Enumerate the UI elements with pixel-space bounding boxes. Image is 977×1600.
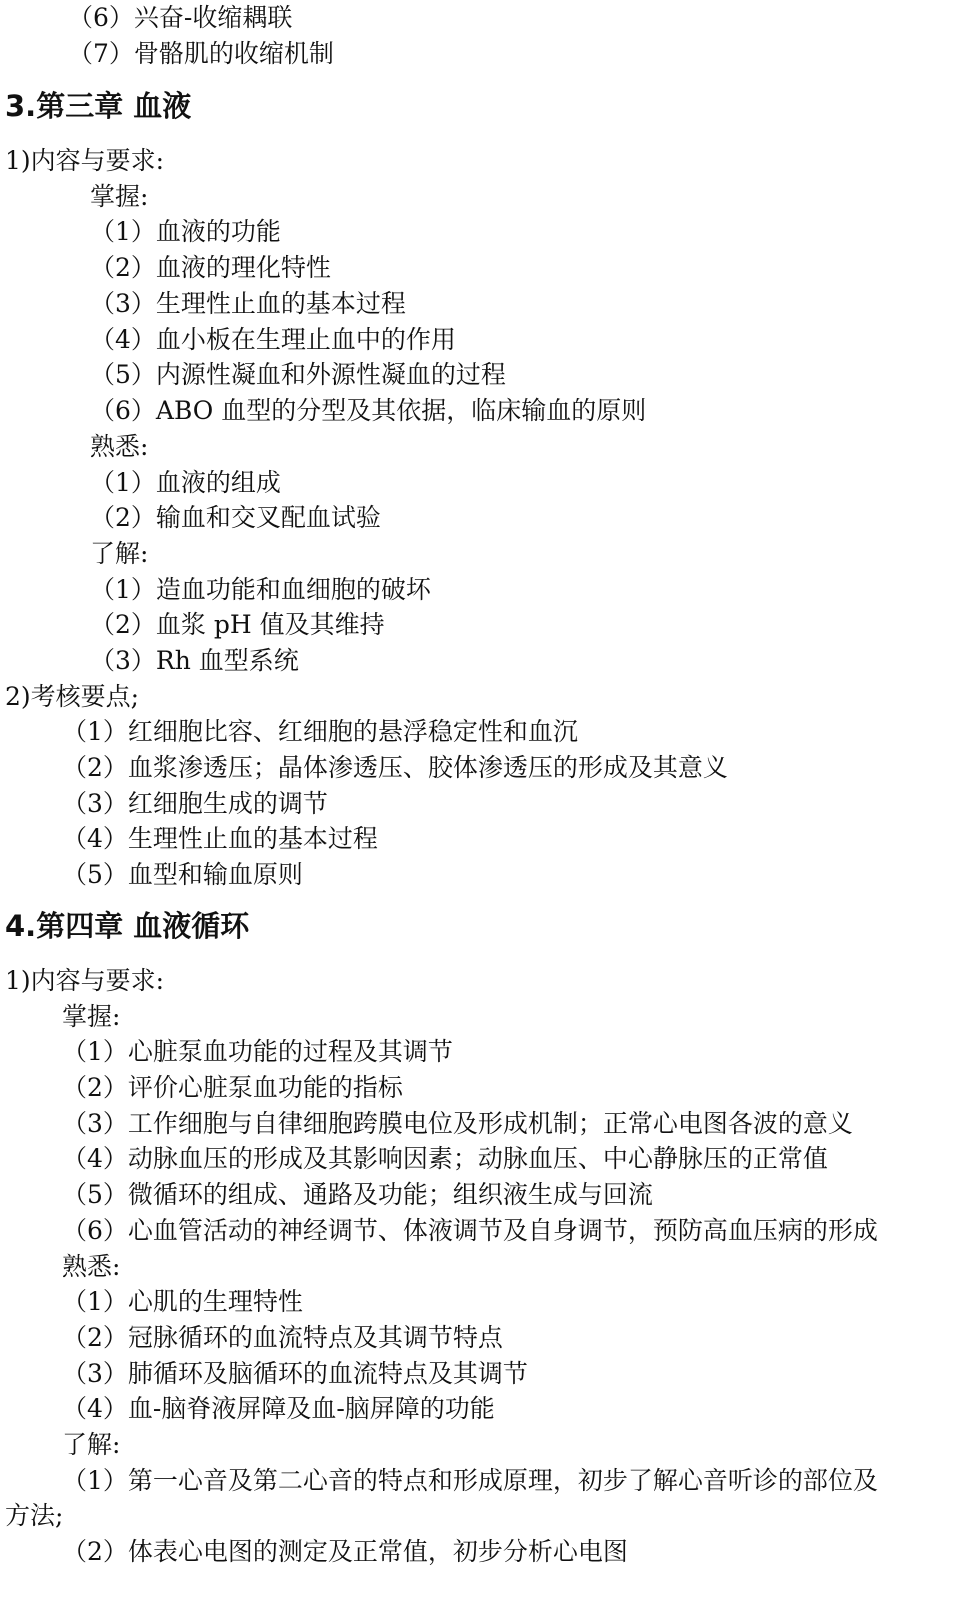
item-line: （4）生理性止血的基本过程 — [62, 824, 378, 853]
item-line: （3）肺循环及脑循环的血流特点及其调节 — [62, 1359, 528, 1388]
item-line: （3）红细胞生成的调节 — [62, 789, 328, 818]
item-line: （2）评价心脏泵血功能的指标 — [62, 1073, 403, 1102]
chapter-title: 3.第三章 血液 — [5, 89, 192, 123]
section-label: 2)考核要点; — [5, 682, 140, 711]
item-line: （1）造血功能和血细胞的破坏 — [90, 575, 431, 604]
chapter-title: 4.第四章 血液循环 — [5, 909, 250, 943]
item-line: （2）血浆渗透压；晶体渗透压、胶体渗透压的形成及其意义 — [62, 753, 728, 782]
item-line: （2）血液的理化特性 — [90, 253, 331, 282]
level-label: 掌握: — [62, 1002, 121, 1031]
section-label: 1)内容与要求: — [5, 966, 165, 995]
item-line: （4）血-脑脊液屏障及血-脑屏障的功能 — [62, 1394, 495, 1423]
item-line: （2）冠脉循环的血流特点及其调节特点 — [62, 1323, 503, 1352]
item-line: （2）输血和交叉配血试验 — [90, 503, 381, 532]
item-line: （5）内源性凝血和外源性凝血的过程 — [90, 360, 506, 389]
level-label: 掌握: — [90, 182, 149, 211]
item-line: （6）心血管活动的神经调节、体液调节及自身调节，预防高血压病的形成 — [62, 1216, 878, 1245]
item-line: （5）微循环的组成、通路及功能；组织液生成与回流 — [62, 1180, 653, 1209]
level-label: 熟悉: — [90, 432, 149, 461]
item-line: （3）生理性止血的基本过程 — [90, 289, 406, 318]
level-label: 了解: — [90, 539, 149, 568]
item-line: （1）第一心音及第二心音的特点和形成原理，初步了解心音听诊的部位及 — [62, 1466, 878, 1495]
item-line: （3）Rh 血型系统 — [90, 646, 299, 675]
item-line: （6）ABO 血型的分型及其依据，临床输血的原则 — [90, 396, 647, 425]
item-line: （4）血小板在生理止血中的作用 — [90, 325, 456, 354]
item-line: （1）血液的组成 — [90, 468, 281, 497]
item-line: （2）血浆 pH 值及其维持 — [90, 610, 385, 639]
item-line: （2）体表心电图的测定及正常值，初步分析心电图 — [62, 1537, 628, 1566]
item-line: （7）骨骼肌的收缩机制 — [68, 39, 334, 68]
item-line-continuation: 方法; — [5, 1501, 64, 1530]
item-line: （1）心肌的生理特性 — [62, 1287, 303, 1316]
item-line: （1）血液的功能 — [90, 217, 281, 246]
item-line: （1）红细胞比容、红细胞的悬浮稳定性和血沉 — [62, 717, 578, 746]
item-line: （3）工作细胞与自律细胞跨膜电位及形成机制；正常心电图各波的意义 — [62, 1109, 853, 1138]
section-label: 1)内容与要求: — [5, 146, 165, 175]
level-label: 熟悉: — [62, 1252, 121, 1281]
item-line: （4）动脉血压的形成及其影响因素；动脉血压、中心静脉压的正常值 — [62, 1144, 828, 1173]
item-line: （5）血型和输血原则 — [62, 860, 303, 889]
item-line: （6）兴奋-收缩耦联 — [68, 3, 293, 32]
item-line: （1）心脏泵血功能的过程及其调节 — [62, 1037, 453, 1066]
level-label: 了解: — [62, 1430, 121, 1459]
